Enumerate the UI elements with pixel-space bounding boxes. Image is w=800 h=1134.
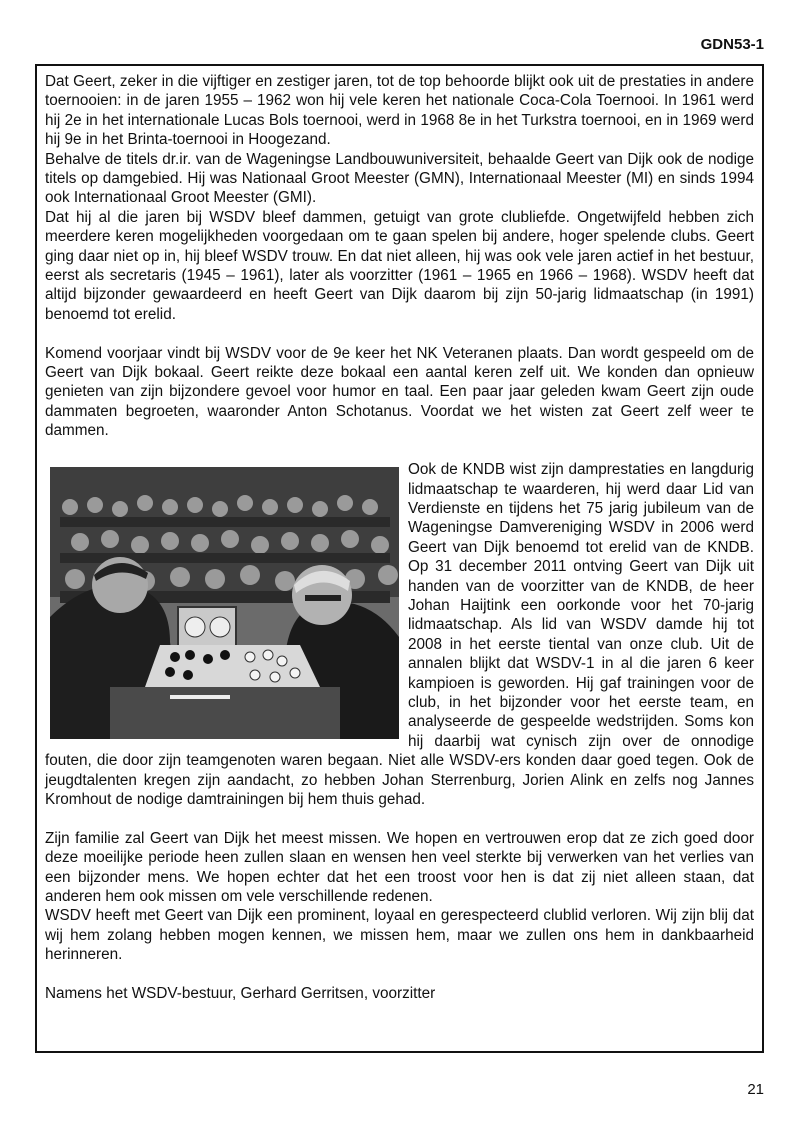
paragraph-titles: Behalve de titels dr.ir. van de Wageningse Landbouwuniversiteit, behaalde Geert van Dijk ook de nodige titels op damgebied. Hij was Nationaal Groot Meester (GMN), Internationaal Meester (MI) en sinds 1994 ook Internationaal Groot Meester (GMI).: [45, 150, 754, 207]
signature-line: Namens het WSDV-bestuur, Gerhard Gerritsen, voorzitter: [45, 985, 436, 1003]
paragraph-veterans: Komend voorjaar vindt bij WSDV voor de 9e keer het NK Veteranen plaats. Dan wordt gespeeld om de Geert van Dijk bokaal. Geert reikte deze bokaal een aantal keren zelf uit. We konden dan opnieuw genieten van zijn bijzondere gevoel voor humor en taal. Een paar jaar geleden kwam Geert zijn oude dammaten begroeten, waaronder Anton Schotanus. Voordat we het wisten zat Geert zelf weer te dammen.: [45, 344, 754, 440]
paragraph-gap: [45, 965, 754, 984]
draughts-match-photo: [50, 467, 399, 739]
page-number: 21: [747, 1081, 764, 1098]
paragraph-kndb: Ook de KNDB wist zijn damprestaties en langdurig lidmaatschap te waarderen, hij werd daar Lid van Verdienste en tijdens het 75 jarig jubileum van de Wageningse Damvereniging WSDV in 2006 werd Geert van Dijk benoemd tot erelid van de KNDB. Op 31 december 2011 ontving Geert van Dijk uit handen van de voorzitter van de KNDB, de heer Johan Haijtink een oorkonde voor het 70-jarig lidmaatschap. Als lid van WSDV damde hij tot 2008 in het eerste tiental van onze club. Uit de annalen blijkt dat WSDV-1 in al die jaren 6 keer kampioen is geworden. Hij gaf trainingen voor de club, in het bijzonder voor het eerste team, en analyseerde de gespeelde wedstrijden. Soms kon hij daarbij wat cynisch zijn over de onnodige fouten, die door zijn teamgenoten waren begaan. Niet alle WSDV-ers konden daar goed tegen. Ook de jeugdtalenten kregen zijn aandacht, zo hebben Johan Sterrenburg, Jorien Alink en zelfs nog Jannes Kromhout de nodige damtrainingen bij hem thuis gehad.: [45, 461, 754, 808]
paragraph-gap: [45, 809, 754, 828]
header-code: GDN53-1: [700, 36, 764, 53]
paragraph-club-loyalty: Dat hij al die jaren bij WSDV bleef dammen, getuigt van grote clubliefde. Ongetwijfeld hebben zich meerdere keren mogelijkheden voorgedaan om te gaan spelen bij andere, hoger spelende clubs. Geert ging daar niet op in, hij bleef WSDV trouw. En dat niet alleen, hij was ook vele jaren actief in het bestuur, eerst als secretaris (1945 – 1961), later als voorzitter (1961 – 1965 en 1966 – 1968). WSDV heeft dat altijd bijzonder gewaardeerd en heeft Geert van Dijk daarom bij zijn 50-jarig lidmaatschap (in 1991) benoemd tot erelid.: [45, 208, 754, 323]
article-frame: [35, 64, 764, 1053]
paragraph-gap: [45, 324, 754, 343]
paragraph-family: Zijn familie zal Geert van Dijk het meest missen. We hopen en vertrouwen erop dat ze zich goed door deze moeilijke periode heen zullen slaan en wensen hen veel sterkte bij verwerken van het verlies van een bijzonder mens. We hopen echter dat het een troost voor hen is dat zij niet alleen staan, dat anderen hem ook missen om vele verschillende redenen.: [45, 829, 754, 906]
paragraph-tournaments: Dat Geert, zeker in die vijftiger en zestiger jaren, tot de top behoorde blijkt ook uit de prestaties in andere toernooien: in de jaren 1955 – 1962 won hij vele keren het nationale Coca-Cola Toernooi. In 1961 werd hij 2e in het internationale Lucas Bols toernooi, werd in 1968 8e in het Turkstra toernooi, en in 1969 werd hij 9e in het Brinta-toernooi in Hoogezand.: [45, 73, 754, 149]
paragraph-gap: [45, 441, 754, 460]
paragraph-tribute: WSDV heeft met Geert van Dijk een prominent, loyaal en gerespecteerd clublid verloren. Wij zijn blij dat wij hem zolang hebben mogen kennen, we missen hem, maar we zullen ons hem in dankbaarheid herinneren.: [45, 907, 754, 964]
